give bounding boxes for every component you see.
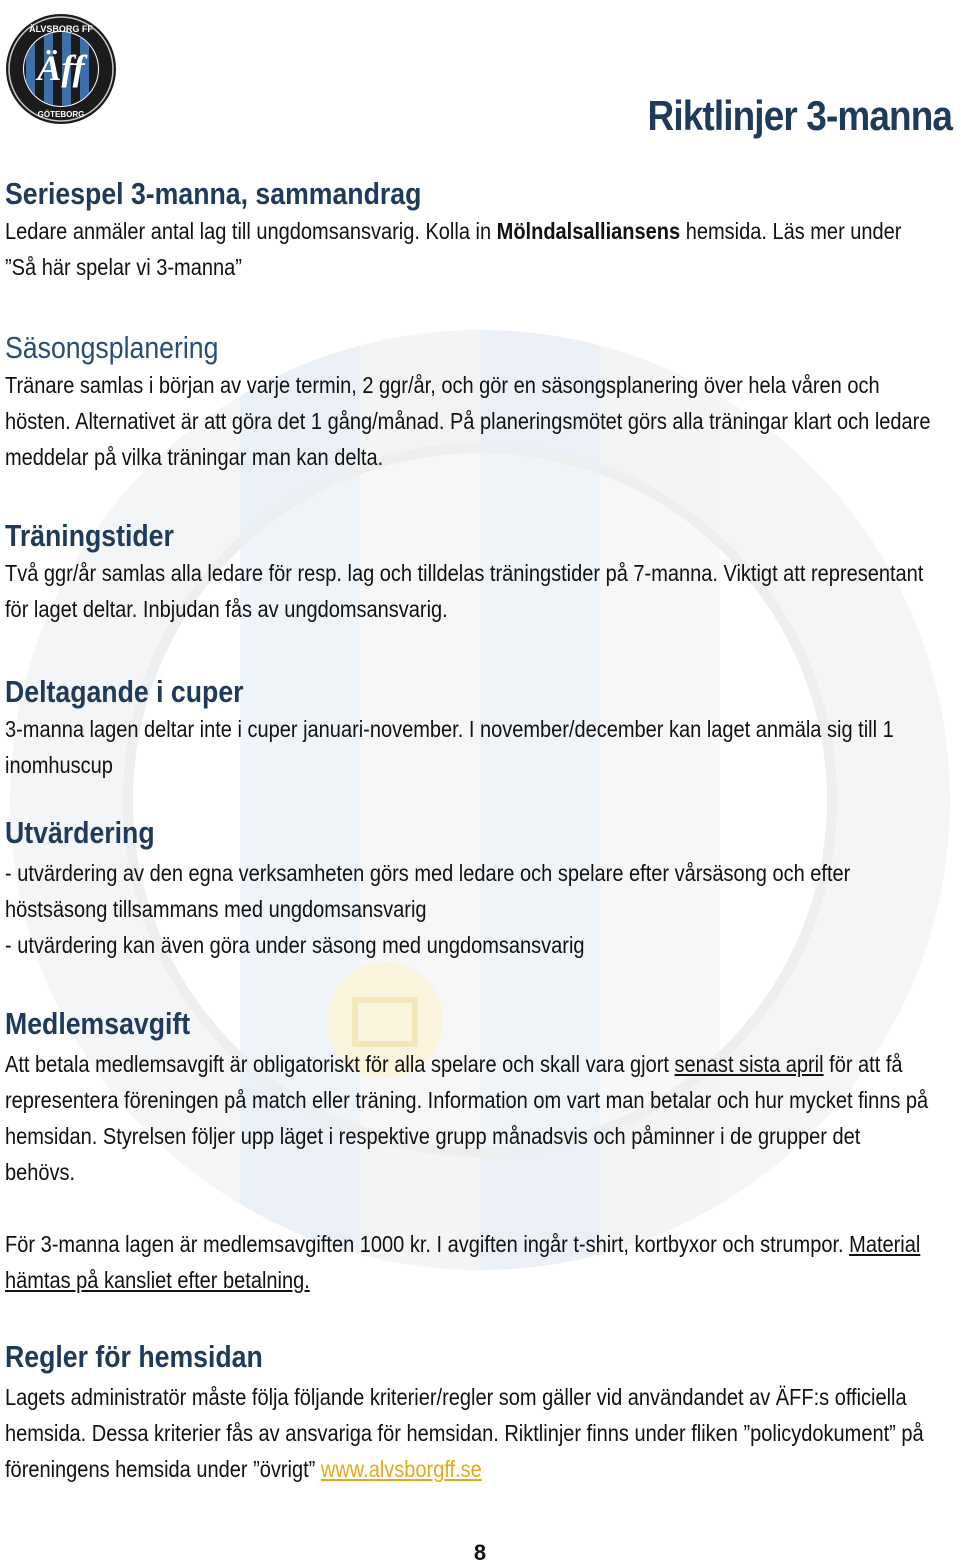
- section-regler: [5, 1339, 950, 1487]
- seriespel-text: Ledare anmäler antal lag till ungdomsansvarig. Kolla in Mölndalsalliansens hemsida. Läs mer under ”Så här spelar vi 3-manna”: [5, 218, 902, 280]
- heading-traningstider: Träningstider: [5, 518, 174, 553]
- sasongsplanering-text: Tränare samlas i början av varje termin, 2 ggr/år, och gör en säsongsplanering över hela våren och hösten. Alternativet är att göra det 1 gång/månad. På planeringsmötet görs alla träningar klart och ledare meddelar på vilka träningar man kan delta.: [5, 372, 931, 470]
- heading-medlemsavgift: Medlemsavgift: [5, 1006, 191, 1041]
- material-note: Material hämtas på kansliet efter betalning.: [5, 1231, 921, 1293]
- medlemsavgift-text-2: För 3-manna lagen är medlemsavgiften 1000 kr. I avgiften ingår t-shirt, kortbyxor och strumpor. Material hämtas på kansliet efter betalning.: [5, 1231, 921, 1293]
- section-cuper: [5, 674, 950, 783]
- medlemsavgift-text-1: Att betala medlemsavgift är obligatoriskt för alla spelare och skall vara gjort senast sista april för att få representera föreningen på match eller träning. Information om vart man betalar och hur mycket finns på hemsidan. Styrelsen följer upp läget i respektive grupp månadsvis och påminner i de grupper det behövs.: [5, 1051, 929, 1185]
- document-title: Riktlinjer 3-manna: [647, 92, 952, 139]
- website-link[interactable]: www.alvsborgff.se: [320, 1456, 482, 1482]
- traningstider-text: Två ggr/år samlas alla ledare för resp. lag och tilldelas träningstider på 7-manna. Viktigt att representant för laget deltar. Inbjudan fås av ungdomsansvarig.: [5, 560, 924, 622]
- utvardering-text-2: - utvärdering kan även göra under säsong med ungdomsansvarig: [5, 932, 585, 958]
- logo-bottom-text: GÖTEBORG: [37, 110, 85, 119]
- utvardering-text-1: - utvärdering av den egna verksamheten görs med ledare och spelare efter vårsäsong och efter höstsäsong tillsammans med ungdomsansvarig: [5, 860, 851, 922]
- logo-top-text: ÄLVSBORG FF: [29, 24, 93, 34]
- heading-seriespel: Seriespel 3-manna, sammandrag: [5, 176, 422, 211]
- heading-regler: Regler för hemsidan: [5, 1339, 263, 1374]
- regler-text: Lagets administratör måste följa följande kriterier/regler som gäller vid användandet av ÄFF:s officiella hemsida. Dessa kriterier fås av ansvariga för hemsidan. Riktlinjer finns under fliken ”policydokument” på föreningens hemsida under ”övrigt” www.alvsborgff.se: [5, 1384, 924, 1482]
- page-number: 8: [473, 1540, 487, 1565]
- section-sasongsplanering: [5, 330, 950, 475]
- heading-sasongsplanering: Säsongsplanering: [5, 330, 219, 365]
- section-traningstider: [5, 518, 950, 627]
- section-utvardering: [5, 815, 950, 963]
- deadline-text: senast sista april: [674, 1051, 824, 1077]
- heading-utvardering: Utvärdering: [5, 815, 155, 850]
- heading-cuper: Deltagande i cuper: [5, 674, 244, 709]
- section-seriespel: [5, 176, 950, 285]
- club-logo: [4, 2, 118, 136]
- cuper-text: 3-manna lagen deltar inte i cuper januari-november. I november/december kan laget anmäla sig till 1 inomhuscup: [5, 716, 894, 778]
- logo-monogram: Äff: [37, 48, 85, 88]
- section-medlemsavgift: [5, 1006, 950, 1298]
